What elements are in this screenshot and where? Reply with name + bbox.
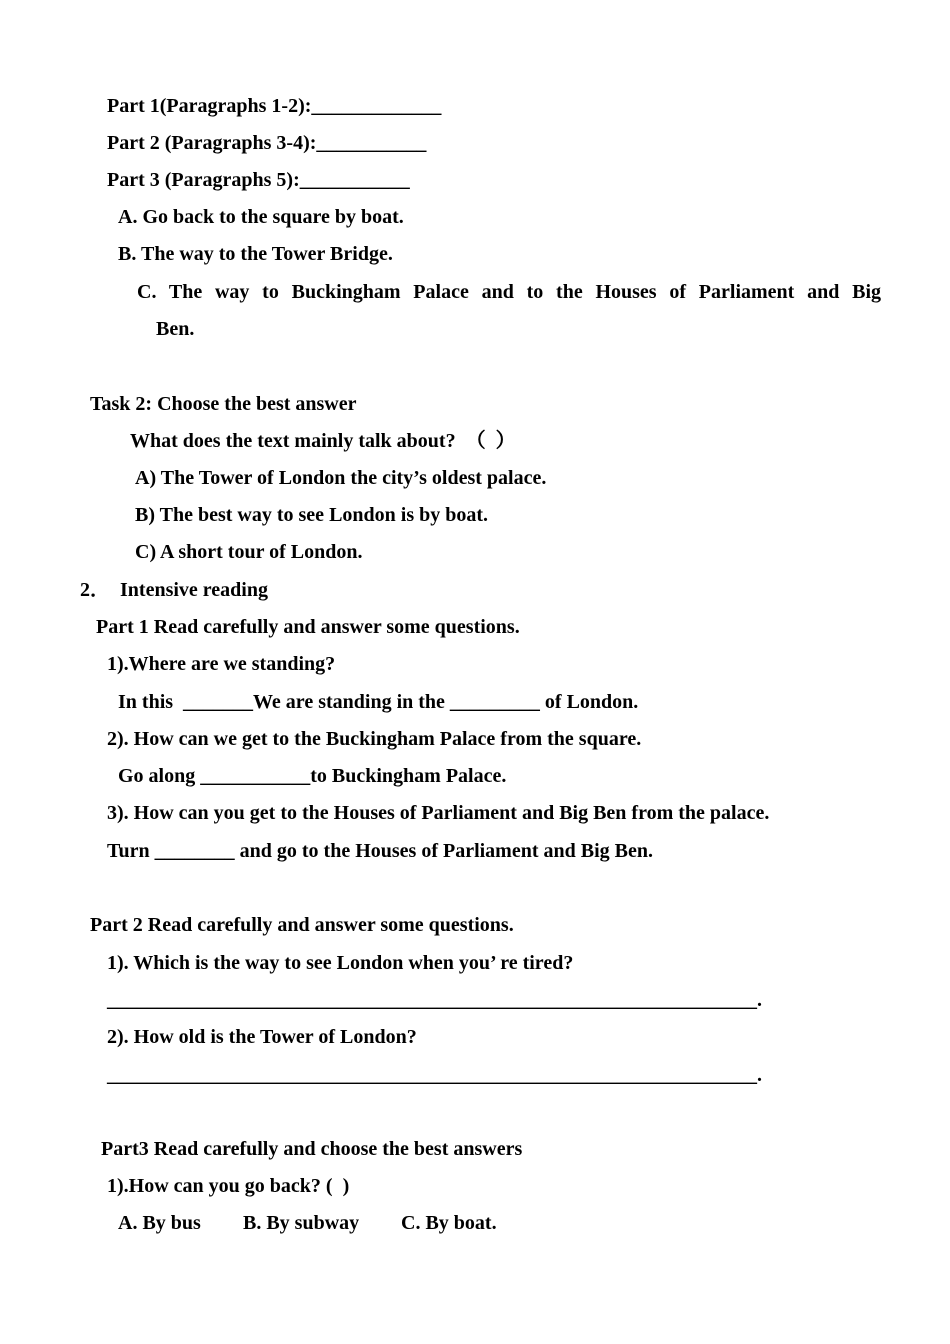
part2-question-1: 1). Which is the way to see London when you’ re tired? (107, 952, 574, 974)
part3-option-b: B. By subway (243, 1212, 360, 1234)
part1-answer-1: In this _______We are standing in the _________ of London. (118, 691, 639, 713)
task1-option-a: A. Go back to the square by boat. (118, 206, 404, 228)
part2-question-2: 2). How old is the Tower of London? (107, 1026, 417, 1048)
task1-option-c: C. The way to Buckingham Palace and to the Houses of Parliament and Big (137, 281, 881, 303)
task1-part3-blank: Part 3 (Paragraphs 5):___________ (107, 169, 410, 191)
task1-part2-blank: Part 2 (Paragraphs 3-4):___________ (107, 132, 427, 154)
part1-question-1: 1).Where are we standing? (107, 653, 336, 675)
task2-heading: Task 2: Choose the best answer (90, 393, 357, 415)
part3-option-a: A. By bus (118, 1212, 201, 1234)
part1-question-3: 3). How can you get to the Houses of Parliament and Big Ben from the palace. (107, 802, 770, 824)
task1-option-b: B. The way to the Tower Bridge. (118, 243, 393, 265)
intensive-reading-heading: 2． Intensive reading (80, 579, 268, 601)
task2-question: What does the text mainly talk about? （ ） (130, 430, 516, 452)
part1-answer-3: Turn ________ and go to the Houses of Parliament and Big Ben. (107, 840, 653, 862)
task2-option-c: C) A short tour of London. (135, 541, 363, 563)
part1-heading: Part 1 Read carefully and answer some questions. (96, 616, 520, 638)
part3-question-1: 1).How can you go back? ( ) (107, 1175, 350, 1197)
part3-heading: Part3 Read carefully and choose the best answers (101, 1138, 523, 1160)
task2-option-b: B) The best way to see London is by boat. (135, 504, 489, 526)
part2-answer-line-2: _________________________________________________________________. (107, 1064, 762, 1086)
part2-answer-line-1: _________________________________________________________________. (107, 989, 762, 1011)
part2-heading: Part 2 Read carefully and answer some questions. (90, 914, 514, 936)
part1-question-2: 2). How can we get to the Buckingham Palace from the square. (107, 728, 642, 750)
task2-option-a: A) The Tower of London the city’s oldest palace. (135, 467, 547, 489)
part1-answer-2: Go along ___________to Buckingham Palace. (118, 765, 507, 787)
task1-part1-blank: Part 1(Paragraphs 1-2):_____________ (107, 95, 442, 117)
task1-option-c-continued: Ben. (156, 318, 195, 340)
part3-option-c: C. By boat. (401, 1212, 497, 1234)
